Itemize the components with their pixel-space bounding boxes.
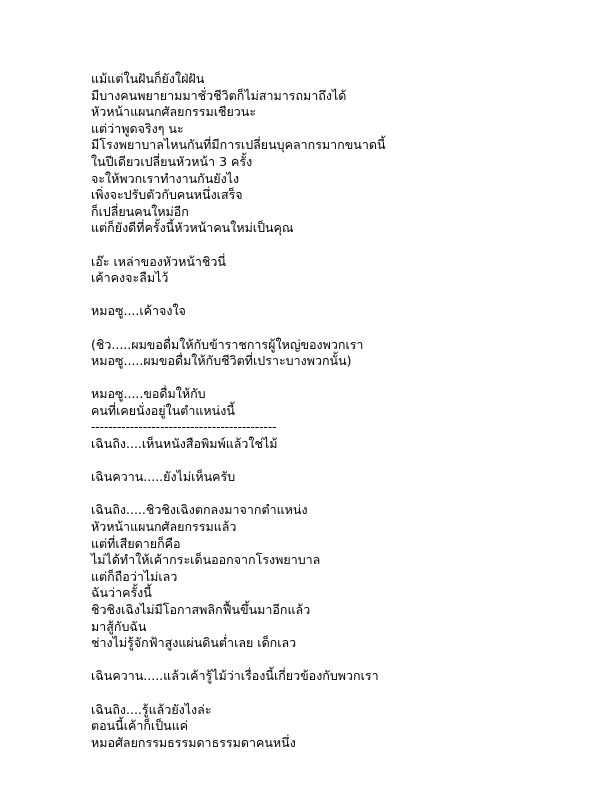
text-line: คนที่เคยนั่งอยู่ในตำแหน่งนี้	[91, 402, 235, 418]
text-line: เฉินถิง....เห็นหนังสือพิมพ์แล้วใช่ไม้	[91, 436, 278, 452]
text-line: ในปีเดียวเปลี่ยนหัวหน้า 3 ครั้ง	[91, 153, 253, 169]
text-line: ช่างไม่รู้จักฟ้าสูงแผ่นดินต่ำเลย เด็กเลว	[91, 635, 297, 651]
text-line: หมอซู.....ขอดื่มให้กับ	[91, 386, 206, 402]
text-line: เฉินถิง....รู้แล้วยังไงล่ะ	[91, 701, 212, 717]
text-line: เค้าคงจะลืมไว้	[91, 270, 169, 286]
text-line: หัวหน้าแผนกศัลยกรรมเชียวนะ	[91, 104, 257, 120]
text-line: แต่ที่เสียดายก็คือ	[91, 535, 181, 551]
paragraph-gap	[91, 287, 561, 304]
text-line: ไม่ได้ทำให้เค้ากระเด็นออกจากโรงพยาบาล	[91, 552, 321, 568]
paragraph-gap	[91, 453, 561, 470]
text-line: ฉันว่าครั้งนี้	[91, 585, 152, 601]
paragraph-gap	[91, 486, 561, 503]
text-line: เฉินถิง.....ชิวชิงเฉิงตกลงมาจากตำแหน่ง	[91, 502, 308, 518]
paragraph-gap	[91, 652, 561, 669]
text-line: ชิวชิงเฉิงไม่มีโอกาสพลิกฟื้นขึ้นมาอีกแล้ว	[91, 602, 311, 617]
text-line: มาสู้กับฉัน	[91, 618, 147, 634]
text-line: ตอนนี้เค้าก็เป็นแค่	[91, 718, 189, 734]
text-line: แต่ก็ยังดีที่ครั้งนี้หัวหน้าคนใหม่เป็นคุณ	[91, 220, 294, 236]
text-line: มีบางคนพยายามมาชั่วชีวิตก็ไม่สามารถมาถึงได้	[91, 87, 347, 103]
paragraph-gap	[91, 237, 561, 254]
text-line: เอ๊ะ เหล่าของหัวหน้าชิวนี่	[91, 253, 226, 269]
text-line: แม้แต่ในฝันก็ยังใฝ่ฝัน	[91, 71, 205, 86]
text-line: (ชิว.....ผมขอดื่มให้กับข้าราชการผู้ใหญ่ของพวกเรา	[91, 336, 364, 352]
paragraph-gap	[91, 320, 561, 337]
text-line: จะให้พวกเราทำงานกันยังไง	[91, 170, 240, 186]
dashed-divider: -------------------------------------------	[91, 419, 277, 435]
text-line: ก็เปลี่ยนคนใหม่อีก	[91, 203, 189, 219]
text-line: มีโรงพยาบาลไหนกันที่มีการเปลี่ยนบุคลากรมากขนาดนี้	[91, 137, 386, 153]
text-line: เฉินควาน.....ยังไม่เห็นครับ	[91, 469, 236, 485]
text-line: หมอศัลยกรรมธรรมดาธรรมดาคนหนึ่ง	[91, 734, 296, 750]
text-line: แต่ก็ถือว่าไม่เลว	[91, 568, 178, 584]
document-text	[91, 71, 561, 751]
paragraph-gap	[91, 370, 561, 387]
paragraph-gap	[91, 685, 561, 702]
text-line: หมอซู....เค้าจงใจ	[91, 303, 186, 319]
text-line: เพิ่งจะปรับตัวกับคนหนึ่งเสร็จ	[91, 187, 243, 203]
text-line: หมอซู.....ผมขอดื่มให้กับชีวิตที่เปราะบางพวกนั้น)	[91, 353, 352, 369]
text-line: แต่ว่าพูดจริงๆ นะ	[91, 120, 184, 136]
text-line: เฉินควาน.....แล้วเค้ารู้ไม้ว่าเรื่องนี้เกี่ยวข้องกับพวกเรา	[91, 668, 379, 684]
text-line: หัวหน้าแผนกศัลยกรรมแล้ว	[91, 519, 237, 535]
